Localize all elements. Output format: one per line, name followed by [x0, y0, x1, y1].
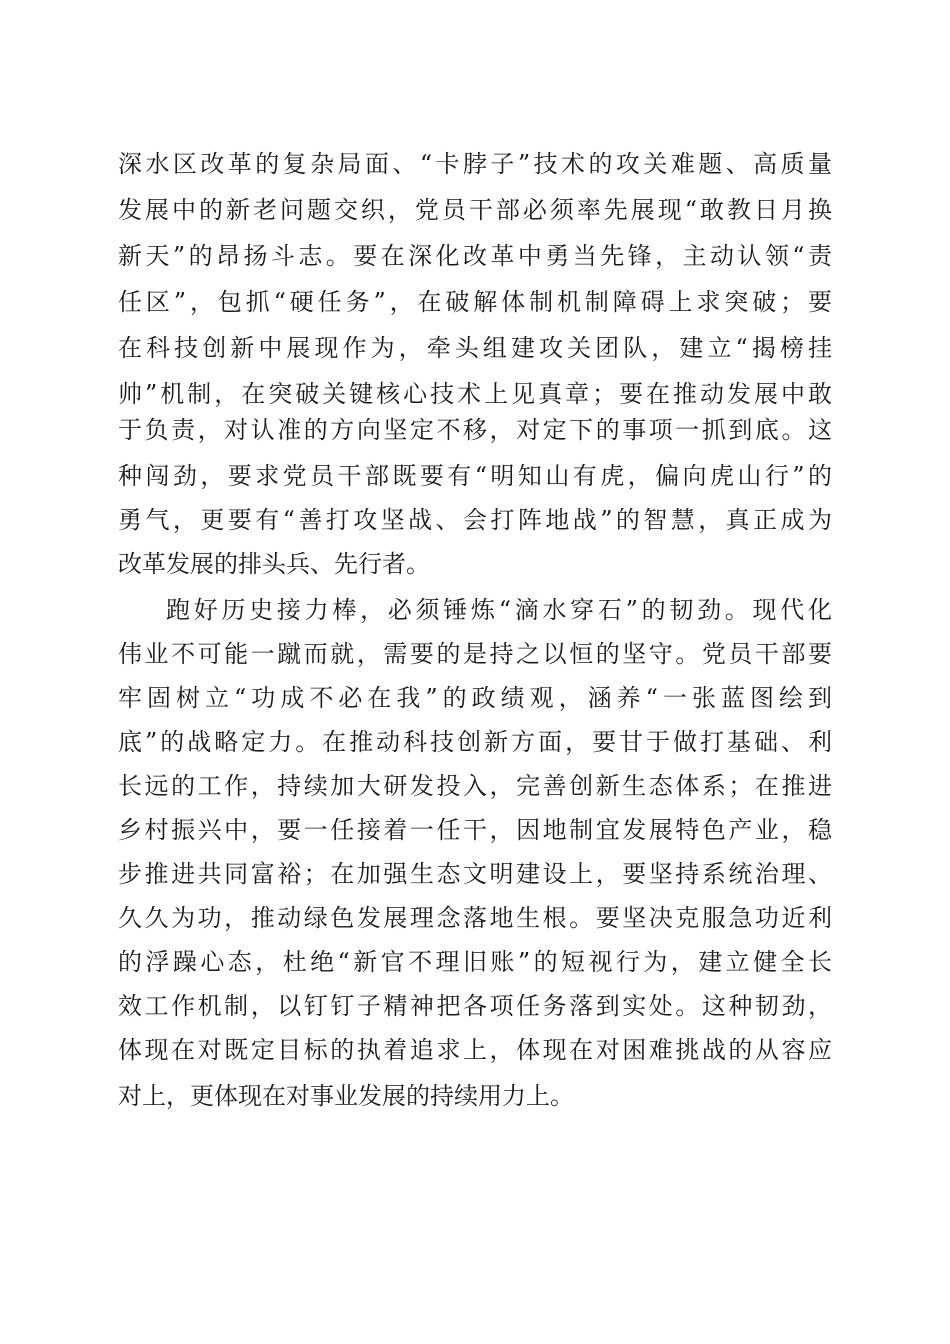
text-line: 深水区改革的复杂局面、“卡脖子”技术的攻关难题、高质量 — [118, 150, 832, 178]
text-line: 伟业不可能一蹴而就，需要的是持之以恒的坚守。党员干部要 — [118, 640, 832, 668]
text-line: 对上，更体现在对事业发展的持续用力上。 — [118, 1082, 574, 1110]
text-line: 于负责，对认准的方向坚定不移，对定下的事项一抓到底。这 — [118, 416, 832, 444]
text-line: 效工作机制，以钉钉子精神把各项任务落到实处。这种韧劲， — [118, 992, 832, 1020]
text-line: 步推进共同富裕；在加强生态文明建设上，要坚持系统治理、 — [118, 860, 832, 888]
text-line: 的浮躁心态，杜绝“新官不理旧账”的短视行为，建立健全长 — [118, 948, 832, 976]
text-line: 种闯劲，要求党员干部既要有“明知山有虎，偏向虎山行”的 — [118, 462, 832, 490]
text-line: 跑好历史接力棒，必须锤炼“滴水穿石”的韧劲。现代化 — [166, 596, 832, 624]
text-line: 帅”机制，在突破关键核心技术上见真章；要在推动发展中敢 — [118, 380, 832, 408]
text-line: 改革发展的排头兵、先行者。 — [118, 550, 430, 578]
text-line: 新天”的昂扬斗志。要在深化改革中勇当先锋，主动认领“责 — [118, 242, 832, 270]
text-line: 发展中的新老问题交织，党员干部必须率先展现“敢教日月换 — [118, 196, 832, 224]
text-line: 乡村振兴中，要一任接着一任干，因地制宜发展特色产业，稳 — [118, 816, 832, 844]
text-line: 牢固树立“功成不必在我”的政绩观，涵养“一张蓝图绘到 — [118, 684, 832, 712]
text-line: 勇气，更要有“善打攻坚战、会打阵地战”的智慧，真正成为 — [118, 506, 832, 534]
text-line: 在科技创新中展现作为，牵头组建攻关团队，建立“揭榜挂 — [118, 334, 832, 362]
text-line: 体现在对既定目标的执着追求上，体现在对困难挑战的从容应 — [118, 1036, 832, 1064]
text-line: 任区”，包抓“硬任务”，在破解体制机制障碍上求突破；要 — [118, 288, 832, 316]
text-line: 久久为功，推动绿色发展理念落地生根。要坚决克服急功近利 — [118, 904, 832, 932]
text-line: 长远的工作，持续加大研发投入，完善创新生态体系；在推进 — [118, 772, 832, 800]
text-line: 底”的战略定力。在推动科技创新方面，要甘于做打基础、利 — [118, 728, 832, 756]
